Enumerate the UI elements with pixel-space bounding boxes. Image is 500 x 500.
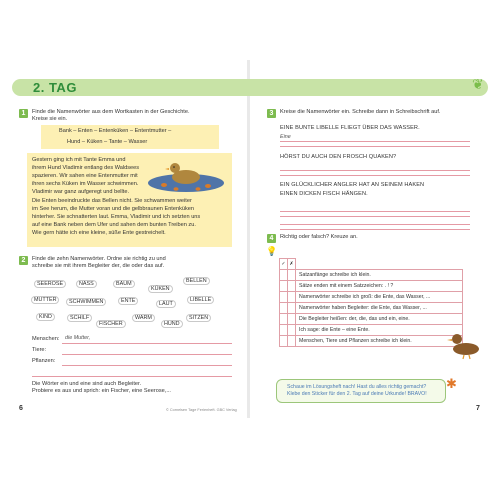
column-false: ✗ [288,259,296,270]
word-card: KÜKEN [148,285,173,293]
story-line: im See herum, die Mutter voran und die gelbbraunen Entenküken [32,206,195,212]
page-number-left: 6 [19,405,23,412]
statement-text: Die Begleiter heißen: der, die, das und ein, eine. [296,314,463,325]
story-line: ihren sechs Küken im Wasser schwimmen. [32,181,139,187]
sentence-3b: EINEN DICKEN FISCH HÄNGEN. [280,191,368,197]
word-card: LIBELLE [187,296,214,304]
answer-line[interactable] [32,376,232,377]
checkbox-true[interactable] [280,303,288,314]
hint-line-2: Klebe den Sticker für den 2. Tag auf deine Urkunde! BRAVO! [287,391,427,397]
writing-line[interactable] [280,175,470,176]
writing-line[interactable] [280,170,470,171]
checkbox-true[interactable] [280,292,288,303]
day-header-band [12,79,488,96]
word-card: SCHWIMMEN [66,298,106,306]
checkbox-true[interactable] [280,336,288,347]
word-card: NASS [76,280,97,288]
leaf-icon: ❦ [472,76,484,92]
lightbulb-icon: 💡 [266,246,278,256]
answer-line[interactable] [62,343,232,344]
task4-instruction: Richtig oder falsch? Kreuze an. [280,234,358,240]
checkbox-false[interactable] [288,314,296,325]
checkbox-false[interactable] [288,270,296,281]
star-icon: ✱ [446,376,457,391]
sentence-3a: EIN GLÜCKLICHER ANGLER HAT AN SEINEM HAKEN [280,182,425,188]
answer-line[interactable] [62,365,232,366]
statement-row [280,325,463,336]
checkbox-false[interactable] [288,303,296,314]
story-line: Vladimir war ganz aufgeregt und bellte. [32,189,130,195]
task1-instruction-2: Kreise sie ein. [32,116,68,122]
writing-line[interactable] [280,141,470,142]
task2-instruction: Finde die zehn Namenwörter. Ordne sie richtig zu und [32,256,166,262]
word-card: SEEROSE [34,280,66,288]
word-card: MUTTER [31,296,59,304]
sentence-1: EINE BUNTE LIBELLE FLIEGT ÜBER DAS WASSER. [280,125,420,131]
word-card: BAUM [113,280,135,288]
label-people: Menschen: [32,336,60,342]
statement-text: Ich sage: die Ente – eine Ente. [296,325,463,336]
word-card: ENTE [118,297,138,305]
word-card: KIND [36,313,55,321]
story-line: hinterher. Sie schnatterten laut. Emma, Vladimir und ich setzten uns [32,214,201,220]
duck-illustration [444,328,484,360]
writing-line[interactable] [280,146,470,147]
duck-family-illustration [146,155,226,195]
statement-row [280,336,463,347]
writing-line[interactable] [280,211,470,212]
task-number-3: 3 [267,109,276,118]
sentence-2: HÖRST DU AUCH DEN FROSCH QUAKEN? [280,154,397,160]
story-line: spazieren. Wir sahen eine Entenmutter mit [32,173,138,179]
story-line: Die Enten beeindruckte das Bellen nicht. Sie schwammen weiter [32,198,192,204]
task3-instruction: Kreise die Namenwörter ein. Schreibe dann in Schreibschrift auf. [280,109,441,115]
writing-line[interactable] [280,229,470,230]
checkbox-true[interactable] [280,270,288,281]
copyright-note: © Cornelsen Tage Ferienheft. GBC Verlag [166,408,237,412]
word-card: WARM [132,314,155,322]
checkbox-true[interactable] [280,314,288,325]
story-line: ihrem Hund Vladimir entlang des Waldsees [32,165,140,171]
statement-text: Namenwörter haben Begleiter: die Ente, das Wasser, ... [296,303,463,314]
task-number-2: 2 [19,256,28,265]
story-line: auf eine Bank neben dem Ufer und sahen dem bunten Treiben zu. [32,222,196,228]
true-false-table [279,258,463,347]
task1-instruction: Finde die Namenwörter aus dem Wortkasten in der Geschichte. [32,109,190,115]
sentence-1-answer: Eine [280,134,291,140]
checkbox-true[interactable] [280,281,288,292]
statement-text: Namenwörter schreibe ich groß: die Ente, das Wasser, ... [296,292,463,303]
word-card: LAUT [156,300,176,308]
statement-text: Satzanfänge schreibe ich klein. [296,270,463,281]
word-card: FISCHER [96,320,126,328]
answer-line[interactable] [62,354,232,355]
book-spine [247,60,250,418]
task-number-4: 4 [267,234,276,243]
answer-people: die Mutter, [65,335,91,341]
task2-note-1: Die Wörter ein und eine sind auch Begleiter. [32,381,142,387]
task2-note-2: Probiere es aus und sprich: ein Fischer, eine Seerose,... [32,388,171,394]
statement-row [280,314,463,325]
checkbox-false[interactable] [288,336,296,347]
checkbox-true[interactable] [280,325,288,336]
word-card: SCHILF [67,314,92,322]
writing-line[interactable] [280,216,470,217]
page-number-right: 7 [476,405,480,412]
column-true: ✓ [280,259,288,270]
writing-line[interactable] [280,224,470,225]
word-card: SITZEN [186,314,211,322]
word-box-line-1: Bank – Enten – Entenküken – Ententmutter – [59,128,172,134]
word-box-line-2: Hund – Küken – Tante – Wasser [67,139,148,145]
statement-row [280,303,463,314]
checkbox-false[interactable] [288,292,296,303]
hint-line-1: Schaue im Lösungsheft nach! Hast du alles richtig gemacht? [287,384,427,390]
statement-row [280,292,463,303]
word-card: HUND [161,320,183,328]
statement-row [280,281,463,292]
statement-text: Sätze enden mit einem Satzzeichen: . ! ? [296,281,463,292]
task-number-1: 1 [19,109,28,118]
word-card: BELLEN [183,277,210,285]
day-title: 2. TAG [33,80,77,95]
checkbox-false[interactable] [288,281,296,292]
story-line: Wie gern hätte ich eine kleine, süße Ente gestreichelt. [32,230,166,236]
label-animals: Tiere: [32,347,47,353]
statement-row [280,270,463,281]
checkbox-false[interactable] [288,325,296,336]
statement-text: Menschen, Tiere und Pflanzen schreibe ich klein. [296,336,463,347]
label-plants: Pflanzen: [32,358,56,364]
story-line: Gestern ging ich mit Tante Emma und [32,157,126,163]
task2-instruction-2: schreibe sie mit ihrem Begleiter der, die oder das auf. [32,263,165,269]
